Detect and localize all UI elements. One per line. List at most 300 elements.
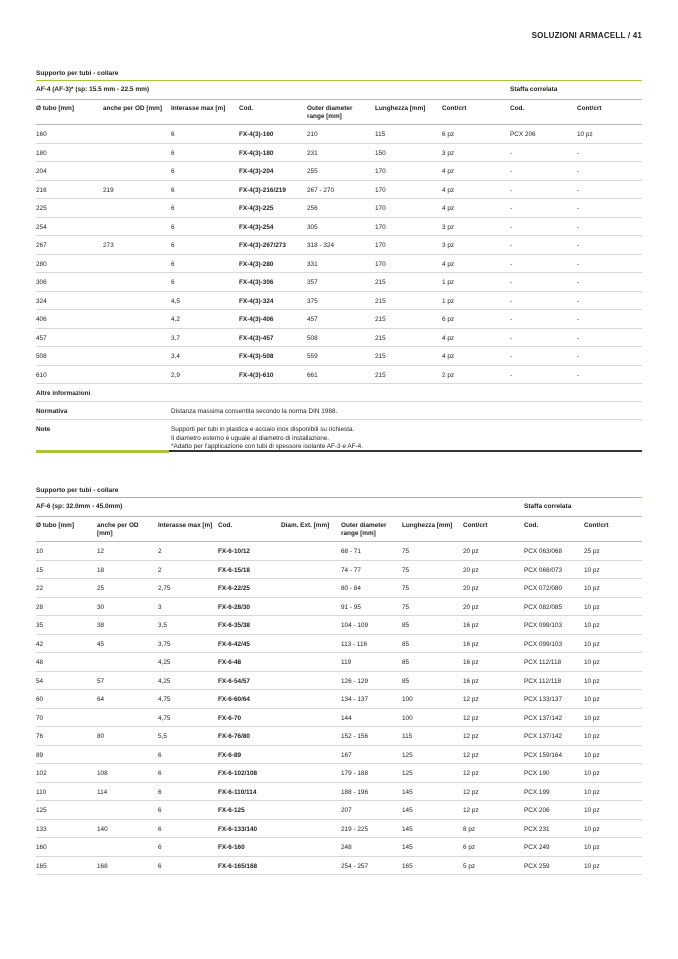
- table-row: [36, 598, 642, 617]
- table-cell: 10 pz: [584, 862, 600, 870]
- table-row: [36, 820, 642, 839]
- table-cell: 215: [375, 371, 386, 379]
- table-row: [36, 653, 642, 672]
- table-cell: 75: [402, 566, 410, 574]
- column-header: Cod.: [510, 105, 525, 112]
- table1-subtitle: AF-4 (AF-3)* (sp: 15.5 mm - 22.5 mm): [36, 86, 150, 93]
- table-cell: 6 pz: [442, 131, 455, 138]
- table-cell: 406: [36, 316, 47, 323]
- table-cell: 60: [36, 696, 44, 703]
- table-cell: 22: [36, 585, 44, 592]
- table-cell: 145: [402, 825, 413, 833]
- table-cell: 256: [307, 205, 318, 212]
- table-cell: 170: [375, 242, 386, 249]
- table-cell: FX-4(3)-225: [239, 205, 274, 212]
- table-cell: 3,5: [158, 622, 167, 629]
- column-header: Ø tubo [mm]: [36, 105, 74, 112]
- table-row: [36, 727, 642, 746]
- table-cell: 12 pz: [463, 751, 479, 759]
- table-cell: PCX 133/137: [524, 696, 563, 703]
- table-cell: 216: [36, 186, 47, 194]
- table1-note-row: [36, 420, 642, 450]
- table-cell: -: [510, 353, 513, 360]
- table-cell: FX-4(3)-610: [239, 371, 274, 379]
- table-cell: 457: [36, 334, 47, 342]
- table-cell: 12 pz: [463, 696, 479, 703]
- table-cell: 4 pz: [442, 353, 455, 360]
- table-cell: -: [577, 334, 580, 342]
- table-cell: 64: [97, 696, 105, 703]
- table1-block: [36, 67, 642, 453]
- table-cell: 85: [402, 659, 410, 666]
- table-cell: 2: [158, 548, 162, 555]
- table-cell: 1 pz: [442, 279, 455, 286]
- column-header: anche per OD [mm]: [103, 105, 162, 112]
- table-cell: 225: [36, 205, 47, 212]
- table-row: [36, 672, 642, 691]
- table-row: [36, 838, 642, 857]
- table-cell: FX-4(3)-508: [239, 353, 274, 360]
- table-cell: 85: [402, 622, 410, 629]
- table-cell: -: [510, 186, 513, 194]
- table-cell: 6: [158, 825, 162, 833]
- table-cell: 6: [171, 186, 175, 194]
- table-row: [36, 709, 642, 728]
- table-cell: -: [510, 242, 513, 249]
- table-cell: -: [577, 205, 580, 212]
- table-cell: 10 pz: [584, 733, 600, 740]
- note-line: Supporti per tubi in plastica e acciaio inox disponibili su richiesta.: [171, 426, 355, 433]
- table-cell: 3 pz: [442, 223, 455, 231]
- column-header: anche per OD [mm]: [97, 522, 139, 537]
- table-cell: -: [577, 316, 580, 323]
- table-cell: 559: [307, 353, 318, 360]
- column-header: Cod.: [218, 522, 233, 529]
- table-cell: 126 - 129: [341, 677, 369, 685]
- table-cell: 10 pz: [584, 659, 600, 666]
- table-cell: FX-4(3)-280: [239, 260, 274, 268]
- table-cell: 145: [402, 844, 413, 851]
- table-cell: 85: [402, 640, 410, 648]
- table-cell: -: [577, 279, 580, 286]
- table-cell: 3,4: [171, 353, 180, 360]
- table-row: [36, 162, 642, 181]
- table-cell: 54: [36, 677, 44, 685]
- table-cell: 170: [375, 223, 386, 231]
- table-cell: PCX 137/142: [524, 714, 563, 722]
- table-cell: FX-4(3)-324: [239, 297, 274, 305]
- table-cell: FX-6-15/18: [218, 566, 250, 574]
- column-header: Cod.: [524, 522, 539, 529]
- table-cell: 114: [97, 788, 108, 796]
- table-cell: 12 pz: [463, 714, 479, 722]
- table-row: [36, 579, 642, 598]
- table-cell: 331: [307, 260, 318, 268]
- table-cell: 80: [97, 733, 105, 740]
- table-cell: FX-6-70: [218, 714, 242, 722]
- table-cell: 2,9: [171, 371, 180, 379]
- table-cell: 6: [171, 149, 175, 157]
- table-cell: 100: [402, 714, 413, 722]
- table-cell: FX-6-89: [218, 751, 242, 759]
- table-cell: 76: [36, 733, 44, 740]
- table-cell: 6 pz: [463, 844, 476, 851]
- table-cell: FX-4(3)-180: [239, 149, 274, 157]
- table1-body: [36, 125, 642, 384]
- table-cell: 20 pz: [463, 566, 479, 574]
- table-row: [36, 144, 642, 163]
- table-cell: 110: [36, 788, 47, 796]
- table-cell: -: [577, 260, 580, 268]
- table-cell: 115: [402, 733, 413, 740]
- table-cell: FX-6-160: [218, 844, 245, 851]
- table-cell: -: [577, 223, 580, 231]
- table-cell: 75: [402, 548, 410, 555]
- table-cell: PCX 082/085: [524, 603, 563, 611]
- table-row: [36, 783, 642, 802]
- table-cell: 318 - 324: [307, 242, 335, 249]
- table2-section-title: Supporto per tubi - collare: [36, 487, 119, 494]
- table-cell: 170: [375, 186, 386, 194]
- table-cell: 457: [307, 316, 318, 323]
- table-cell: PCX 231: [524, 825, 550, 833]
- table-cell: 306: [36, 279, 47, 286]
- table-cell: PCX 190: [524, 770, 550, 777]
- table-cell: PCX 206: [510, 131, 536, 138]
- table-cell: 324: [36, 297, 47, 305]
- table-cell: 165: [36, 862, 47, 870]
- table-cell: -: [510, 223, 513, 231]
- table-cell: 42: [36, 640, 44, 648]
- table-cell: 20 pz: [463, 548, 479, 555]
- table-cell: 215: [375, 334, 386, 342]
- table-cell: 204: [36, 168, 47, 175]
- table-cell: 100: [402, 696, 413, 703]
- table-cell: FX-4(3)-254: [239, 223, 274, 231]
- table-cell: FX-4(3)-457: [239, 334, 274, 342]
- table-cell: 25: [97, 585, 105, 592]
- table-row: [36, 218, 642, 237]
- table-cell: -: [577, 371, 580, 379]
- table-cell: 6: [171, 205, 175, 212]
- table-cell: 6: [171, 168, 175, 175]
- table-cell: 150: [375, 149, 386, 157]
- table-cell: 6: [171, 131, 175, 138]
- table-row: [36, 366, 642, 385]
- table-row: [36, 310, 642, 329]
- note-label: Note: [36, 426, 51, 433]
- table-cell: FX-6-133/140: [218, 825, 258, 833]
- table2-block: [36, 484, 642, 875]
- table-cell: 6: [158, 862, 162, 870]
- bottom-rule-green: [36, 450, 169, 453]
- table-cell: 219: [103, 186, 114, 194]
- table-cell: 215: [375, 297, 386, 305]
- table-cell: 6: [171, 242, 175, 249]
- table1-info-title: Altre informazioni: [36, 390, 91, 397]
- table-cell: PCX 099/103: [524, 640, 563, 648]
- table-cell: -: [510, 168, 513, 175]
- table-row: [36, 561, 642, 580]
- table-cell: PCX 206: [524, 807, 550, 814]
- table-cell: 661: [307, 371, 318, 379]
- table-cell: 10: [36, 548, 44, 555]
- table-cell: 6: [158, 844, 162, 851]
- column-header: Outer diameter range [mm]: [341, 522, 387, 537]
- table-cell: FX-4(3)-160: [239, 131, 274, 138]
- table-row: [36, 125, 642, 144]
- table-cell: 4 pz: [442, 260, 455, 268]
- table-cell: FX-4(3)-406: [239, 316, 274, 323]
- column-header: Cont/crt: [442, 105, 467, 112]
- column-header: Lunghezza [mm]: [402, 522, 453, 529]
- table-cell: 119: [341, 659, 352, 666]
- table-cell: 207: [341, 807, 352, 814]
- table-cell: 10 pz: [584, 751, 600, 759]
- table-cell: 3 pz: [442, 149, 455, 157]
- table-cell: 10 pz: [584, 807, 600, 814]
- table-cell: 6: [171, 260, 175, 268]
- table-cell: 70: [36, 714, 44, 722]
- column-header: Interasse max [m]: [158, 522, 213, 529]
- table-cell: 6: [158, 770, 162, 777]
- table-cell: FX-6-76/80: [218, 733, 250, 740]
- table-cell: 508: [36, 353, 47, 360]
- table-cell: 165: [402, 862, 413, 870]
- table-cell: 6 pz: [442, 316, 455, 323]
- table-cell: 215: [375, 316, 386, 323]
- table-cell: 219 - 225: [341, 825, 369, 833]
- table-cell: 113 - 116: [341, 640, 368, 648]
- table-cell: 10 pz: [584, 770, 600, 777]
- table-cell: PCX 112/118: [524, 659, 562, 666]
- table-row: [36, 255, 642, 274]
- table-cell: 133: [36, 825, 47, 833]
- table-cell: -: [510, 297, 513, 305]
- note-value: [171, 426, 363, 452]
- table-cell: 167: [341, 751, 352, 759]
- table-cell: 45: [97, 640, 105, 648]
- table-cell: 4,25: [158, 677, 171, 685]
- table-cell: PCX 099/103: [524, 622, 563, 629]
- table-cell: 168: [97, 862, 108, 870]
- note-line: Il diametro esterno è uguale al diametro di installazione.: [171, 434, 330, 442]
- table-cell: 179 - 188: [341, 770, 369, 777]
- table-cell: 170: [375, 260, 386, 268]
- table-cell: 20 pz: [463, 585, 479, 592]
- table-cell: 255: [307, 168, 318, 175]
- table-row: [36, 857, 642, 876]
- table-cell: 4,25: [158, 659, 171, 666]
- table-cell: 280: [36, 260, 47, 268]
- table-cell: 28: [36, 603, 44, 611]
- table-cell: 248: [341, 844, 352, 851]
- table-cell: FX-6-48: [218, 659, 242, 666]
- table-cell: 68 - 71: [341, 548, 361, 555]
- table-cell: 16 pz: [463, 677, 479, 685]
- table-cell: FX-6-35/38: [218, 622, 250, 629]
- table-cell: PCX 063/068: [524, 548, 563, 555]
- table-cell: 6: [171, 223, 175, 231]
- table-cell: 4,5: [171, 297, 180, 305]
- table-cell: 152 - 156: [341, 733, 369, 740]
- table-cell: 2,75: [158, 585, 171, 592]
- table1-related-title: Staffa correlata: [510, 86, 558, 93]
- table-cell: 6: [158, 751, 162, 759]
- table-cell: 16 pz: [463, 640, 479, 648]
- table1-header-row: [36, 100, 642, 125]
- table-cell: 6: [158, 788, 162, 796]
- table-cell: 20 pz: [463, 603, 479, 611]
- table-cell: 3 pz: [442, 242, 455, 249]
- table-cell: 2 pz: [442, 371, 455, 379]
- table-cell: 305: [307, 223, 318, 231]
- page-header: SOLUZIONI ARMACELL / 41: [531, 31, 642, 40]
- table1-subtitle-row: [36, 81, 642, 100]
- column-header: Outer diameter range [mm]: [307, 105, 353, 120]
- table-cell: 125: [36, 807, 47, 814]
- table-cell: -: [510, 260, 513, 268]
- table-cell: 10 pz: [584, 788, 600, 796]
- table-cell: 75: [402, 603, 410, 611]
- table-cell: 10 pz: [584, 696, 600, 703]
- table-cell: 4,75: [158, 714, 171, 722]
- table-row: [36, 764, 642, 783]
- table-cell: 215: [375, 353, 386, 360]
- table-cell: 375: [307, 297, 318, 305]
- column-header: Interasse max [m]: [171, 105, 226, 112]
- column-header: Lunghezza [mm]: [375, 105, 426, 112]
- table-cell: 508: [307, 334, 318, 342]
- table-cell: FX-4(3)-306: [239, 279, 274, 286]
- table2-subtitle-row: [36, 498, 642, 517]
- table-cell: 273: [103, 242, 114, 249]
- table-cell: -: [577, 297, 580, 305]
- table-cell: PCX 112/118: [524, 677, 562, 685]
- table-row: [36, 801, 642, 820]
- table-cell: 10 pz: [584, 585, 600, 592]
- table-cell: 10 pz: [584, 640, 600, 648]
- column-header: Diam. Ext. [mm]: [281, 522, 330, 529]
- table-cell: -: [510, 334, 513, 342]
- table-row: [36, 199, 642, 218]
- table-cell: 215: [375, 279, 386, 286]
- table-cell: 12: [97, 548, 105, 555]
- table-cell: 10 pz: [577, 131, 593, 138]
- column-header: Cod.: [239, 105, 254, 112]
- table-cell: 89: [36, 751, 44, 759]
- table-row: [36, 273, 642, 292]
- column-header: Cont/crt: [463, 522, 488, 529]
- table-cell: 231: [307, 149, 318, 157]
- table-cell: 12 pz: [463, 807, 479, 814]
- table-cell: 3: [158, 603, 162, 611]
- table-cell: 104 - 109: [341, 622, 369, 629]
- table-cell: 8 pz: [463, 825, 476, 833]
- table-cell: FX-6-110/114: [218, 788, 257, 796]
- table-row: [36, 329, 642, 348]
- table-cell: 30: [97, 603, 105, 611]
- column-header: Cont/crt: [577, 105, 602, 112]
- table-cell: 5 pz: [463, 862, 476, 870]
- table-cell: 2: [158, 566, 162, 574]
- column-header: Cont/crt: [584, 522, 609, 529]
- table-cell: 16 pz: [463, 659, 479, 666]
- table-cell: PCX 249: [524, 844, 550, 851]
- table-cell: -: [577, 186, 580, 194]
- table-cell: 10 pz: [584, 825, 600, 833]
- table-cell: 145: [402, 807, 413, 814]
- table-cell: 140: [97, 825, 108, 833]
- table-cell: 267: [36, 242, 47, 249]
- table-cell: PCX 199: [524, 788, 550, 796]
- normativa-value: Distanza massima consentita secondo la norma DIN 1988.: [171, 408, 338, 415]
- table-row: [36, 542, 642, 561]
- table-cell: -: [510, 316, 513, 323]
- table-cell: FX-4(3)-216/219: [239, 186, 286, 194]
- table-cell: 3,75: [158, 640, 171, 648]
- table-cell: 10 pz: [584, 714, 600, 722]
- table-cell: 6: [158, 807, 162, 814]
- table-cell: PCX 137/142: [524, 733, 563, 740]
- table2-body: [36, 542, 642, 875]
- note-line: *Adatto per l'applicazione con tubi di spessore isolante AF-3 e AF-4.: [171, 443, 363, 450]
- table-row: [36, 635, 642, 654]
- table-row: [36, 236, 642, 255]
- table2-subtitle: AF-6 (sp: 32.0mm - 45.0mm): [36, 503, 123, 510]
- table-cell: 75: [402, 585, 410, 592]
- table-cell: PCX 072/080: [524, 585, 563, 592]
- table-cell: 80 - 84: [341, 585, 361, 592]
- table-cell: 357: [307, 279, 318, 286]
- table-cell: 4 pz: [442, 205, 455, 212]
- table-cell: 1 pz: [442, 297, 455, 305]
- table-cell: 170: [375, 168, 386, 175]
- table-cell: 4 pz: [442, 334, 455, 342]
- table-cell: 5,5: [158, 733, 167, 740]
- table-cell: 3,7: [171, 334, 180, 342]
- table-cell: FX-6-165/168: [218, 862, 258, 870]
- table-cell: FX-6-102/108: [218, 770, 258, 777]
- table-cell: 102: [36, 770, 47, 777]
- table-cell: 188 - 196: [341, 788, 369, 796]
- table-cell: 125: [402, 751, 413, 759]
- table-cell: 4 pz: [442, 186, 455, 194]
- table-cell: -: [577, 353, 580, 360]
- table-cell: -: [510, 371, 513, 379]
- table-cell: 91 - 95: [341, 603, 361, 611]
- table1-section-title: Supporto per tubi - collare: [36, 70, 119, 77]
- table-cell: 4 pz: [442, 168, 455, 175]
- table-cell: 125: [402, 770, 413, 777]
- table-cell: 18: [97, 566, 105, 574]
- table-cell: PCX 159/164: [524, 751, 563, 759]
- table-cell: FX-6-42/45: [218, 640, 250, 648]
- table2-related-title: Staffa correlata: [524, 503, 572, 510]
- table-cell: 15: [36, 566, 44, 574]
- table-cell: FX-4(3)-204: [239, 168, 274, 175]
- table-cell: 35: [36, 622, 44, 629]
- table2-header-row: [36, 517, 642, 542]
- table-cell: 10 pz: [584, 844, 600, 851]
- table-cell: -: [510, 149, 513, 157]
- table-cell: 6: [171, 279, 175, 286]
- table-cell: -: [577, 242, 580, 249]
- table-cell: 180: [36, 149, 47, 157]
- table-cell: 267 - 270: [307, 186, 335, 194]
- table1-normativa-row: [36, 402, 642, 420]
- table-cell: 4,2: [171, 316, 180, 323]
